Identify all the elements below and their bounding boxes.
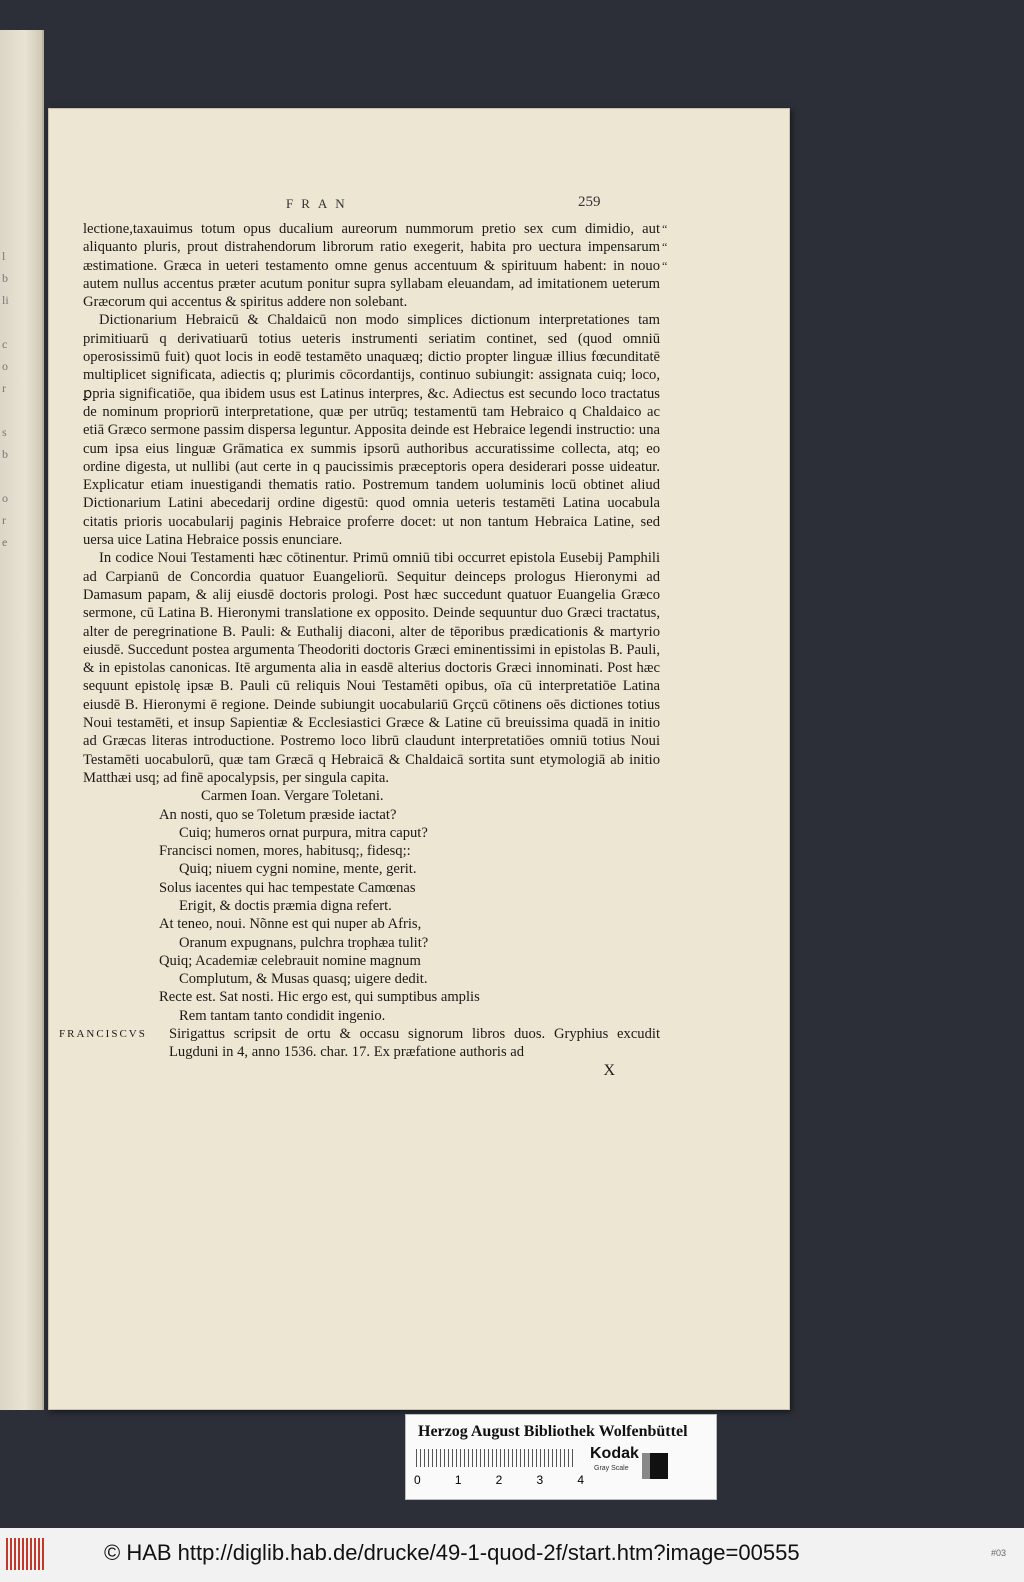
poem-line: Quiq; Academiæ celebrauit nomine magnum [159,952,421,969]
poem-line: Cuiq; humeros ornat purpura, mitra caput? [179,824,428,841]
poem-line: Oranum expugnans, pulchra trophæa tulit? [179,934,429,951]
paragraph: In codice Noui Testamenti hæc cōtinentur. Primū omniū tibi occurret epistola Eusebij Pamphili ad Carpianū de Concordia quatuor Euangeliorū. Sequitur deinceps prologus Hieronymi ad Damasum papam, & alij eiusdē doctoris prologi. Post hæc succedunt quatuor Euangelia Græco sermone, cū Latina B. Hieronymi translatione ex opposito. Deinde sequuntur duo Græci tractatus, alter de peregrinatione B. Pauli: & Euthalij diaconi, alter de tēporibus prædicationis & martyrio eiusdē. Succedunt postea argumenta Theodoriti doctoris Græci eminentissimi in epistolas B. Pauli, & in epistolas canonicas. Itē argumenta alia in easdē alterius doctoris Græci innominati. Post hæc sequunt epistolę ipsæ B. Pauli cū reliquis Noui Testamēti opibus, oīa cū interpretatiōe Latina eiusdē B. Hieronymi ē regione. Deinde subiungit uocabulariū Grçcū cōtinens oēs dictiones totius Noui testamēti, et insup Sapientiæ & Ecclesiastici Græce & Latine cū breuissima quadā in initio ad Græcas literas introductione. Postremo loco librū claudunt interpretatiōes omniū totius Noui Testamēti uocabulorū, quæ tam Græcā q Hebraicā & Chaldaicā sortita sunt etymologiā ab initio Matthæi usq; ad finē apocalypsis, per singula capita. [83,550,660,786]
book-page [48,108,790,1410]
footer-code: #03 [990,1548,1006,1558]
poem-line: Complutum, & Musas quasq; uigere dedit. [179,971,428,988]
poem-line: At teneo, noui. Nõnne est qui nuper ab Afris, [159,916,422,933]
poem-line: Solus iacentes qui hac tempestate Camœnas [159,879,416,896]
facing-page-marks: l b li c o r s b o r e [2,249,9,549]
poem-line: Recte est. Sat nosti. Hic ergo est, qui sumptibus amplis [159,989,480,1006]
margin-quote-marks [662,220,667,275]
footer-bar [0,1528,1024,1582]
hab-logo-icon [6,1538,46,1570]
scale-digit: 4 [577,1473,584,1487]
poem-line: Quiq; niuem cygni nomine, mente, gerit. [179,861,417,878]
scale-digit: 1 [454,1473,462,1487]
library-color-card [405,1414,717,1500]
poem-line: Erigit, & doctis præmia digna refert. [179,897,392,914]
scale-digit: 0 [414,1473,421,1487]
gray-scale-label: Gray Scale [594,1465,629,1472]
footer-copyright-url[interactable]: © HAB http://diglib.hab.de/drucke/49-1-quod-2f/start.htm?image=00555 [104,1540,800,1565]
entry-name: FRANCISCVS [59,1028,147,1041]
poem-line: Rem tantam tanto condidit ingenio. [179,1007,386,1024]
library-name: Herzog August Bibliothek Wolfenbüttel [418,1423,688,1440]
running-head: FRAN [286,196,353,211]
scale-ruler [416,1449,576,1467]
poem [83,787,660,1025]
page-number: 259 [578,194,601,210]
kodak-logo: Kodak [590,1445,639,1462]
quote-mark: “ [662,222,668,236]
gray-patch [642,1453,650,1479]
bibliographic-entry [59,1025,660,1062]
quote-mark: “ [662,258,668,273]
scale-digits [414,1473,584,1487]
entry-text: Sirigattus scripsit de ortu & occasu signorum libros duos. Gryphius excudit Lugduni in 4, anno 1536. char. 17. Ex præfatione authoris ad [169,1026,660,1061]
poem-line: An nosti, quo se Toletum præside iactat? [159,806,397,823]
poem-line: Francisci nomen, mores, habitusq;, fidesq;: [159,843,411,860]
scale-digit: 2 [495,1473,503,1487]
signature-mark: X [603,1061,615,1079]
paragraph: Dictionarium Hebraicū & Chaldaicū non modo simplices dictionum interpretationes tam primitiuarū q derivatiuarū totius ueteris instrumenti seriatim continet, sed (quod omniū operosissimū fuit) quot locis in eodē testamēto unaquæq; dictio propter linguæ illius fœcunditatē multiplicet significata, adiectis q; plurimis cōcordantijs, continuo subiungit: assignata cuiq; loco, ꝑpria significatiōe, qua ibidem usus est Latinus interpres, &c. Adiectus est secundo loco tractatus de nominum propriorū interpretatione, quæ per utrūq; testamentū tam Hebraico q Chaldaico ac etiā Græco sermone passim dispersa leguntur. Apposita deinde est Hebraice legendi instructio: una cum ipsa eius linguæ Grāmatica ex summis ipsorū authoribus accuratissime collecta, atq; eo ordine digesta, ut nullibi (aut certe in q paucissimis præceptoris opera desiderari posse uideatur. Explicatur etiam inuestigandi thematis ratio. Postremum tandem uoluminis locū obtinet aliud Dictionarium Latini abecedarij ordine digestū: quod omnia ueteris testamēti Latina uocabula citatis prioris uocabularij paginis Hebraice proferre docet: ut non tantum Hebraica Latine, sed uersa uice Latina Hebraice possis enunciare. [83,312,660,549]
black-patch [650,1453,668,1479]
facing-page-edge [0,30,44,1410]
body-text [59,220,660,1080]
poem-title: Carmen Ioan. Vergare Toletani. [201,788,384,805]
scale-digit: 3 [536,1473,544,1487]
quote-mark: “ [662,240,668,255]
paragraph: lectione,taxauimus totum opus ducalium aureorum nummorum pretio sex cum dimidio, aut aliquanto pluris, prout distrahendorum librorum ratio exegerit, habita pro uectura impensarum æstimatione. Græca in ueteri testamento omne genus accentuum & spirituum habent: in nouo autem nullus accentus præter acutum ponitur supra syllabam eleuandam, ad imitationem ueterum Græcorum qui accentus & spiritus addere non solebant. [83,221,660,311]
